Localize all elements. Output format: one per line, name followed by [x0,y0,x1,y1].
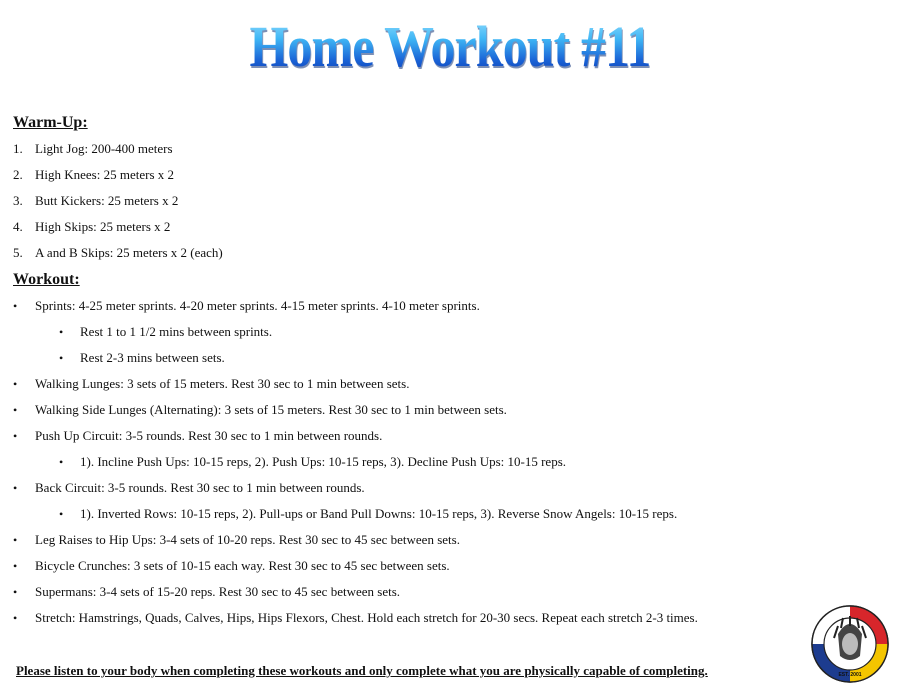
workout-item-text: Supermans: 3-4 sets of 15-20 reps. Rest 30 sec to 45 sec between sets. [35,584,401,599]
warmup-item-number: 2. [13,167,23,182]
bullet-icon: • [13,377,18,391]
bullet-icon: • [13,585,18,599]
bullet-icon: • [59,455,64,469]
bullet-icon: • [13,429,18,443]
safety-disclaimer: Please listen to your body when completing these workouts and only complete what you are physically capable of completing. [16,663,708,678]
bullet-icon: • [13,403,18,417]
warmup-item-text: High Skips: 25 meters x 2 [35,219,171,234]
warmup-item-number: 5. [13,245,23,260]
page-title: Home Workout #11 [63,14,837,80]
workout-item-text: Walking Side Lunges (Alternating): 3 sets of 15 meters. Rest 30 sec to 1 min between sets. [35,402,507,417]
bullet-icon: • [13,481,18,495]
workout-item-text: Stretch: Hamstrings, Quads, Calves, Hips, Hips Flexors, Chest. Hold each stretch for 20-30 secs. Repeat each stretch 2-3 times. [35,610,698,625]
community-center-seal-icon [810,604,890,684]
bullet-icon: • [13,533,18,547]
workout-subitem-text: 1). Inverted Rows: 10-15 reps, 2). Pull-ups or Band Pull Downs: 10-15 reps, 3). Reverse Snow Angels: 10-15 reps. [80,506,678,521]
warmup-item-number: 1. [13,141,23,156]
warmup-item-text: Butt Kickers: 25 meters x 2 [35,193,179,208]
warmup-item-number: 3. [13,193,23,208]
warmup-item-text: Light Jog: 200-400 meters [35,141,173,156]
seal-established-text: EST. 2001 [838,672,862,678]
workout-subitem-text: 1). Incline Push Ups: 10-15 reps, 2). Push Ups: 10-15 reps, 3). Decline Push Ups: 10-15 reps. [80,454,567,469]
warmup-item-text: High Knees: 25 meters x 2 [35,167,175,182]
warmup-item-text: A and B Skips: 25 meters x 2 (each) [35,245,223,260]
workout-item-text: Bicycle Crunches: 3 sets of 10-15 each way. Rest 30 sec to 45 sec between sets. [35,558,450,573]
workout-heading: Workout: [13,271,80,288]
bullet-icon: • [59,351,64,365]
bullet-icon: • [59,325,64,339]
workout-item-text: Leg Raises to Hip Ups: 3-4 sets of 10-20 reps. Rest 30 sec to 45 sec between sets. [35,532,460,547]
workout-item-text: Walking Lunges: 3 sets of 15 meters. Rest 30 sec to 1 min between sets. [35,376,410,391]
workout-item-text: Push Up Circuit: 3-5 rounds. Rest 30 sec to 1 min between rounds. [35,428,383,443]
bullet-icon: • [59,507,64,521]
workout-item-text: Sprints: 4-25 meter sprints. 4-20 meter sprints. 4-15 meter sprints. 4-10 meter sprints. [35,298,480,313]
workout-subitem-text: Rest 2-3 mins between sets. [80,350,225,365]
warmup-heading: Warm-Up: [13,114,88,131]
bullet-icon: • [13,611,18,625]
bullet-icon: • [13,299,18,313]
workout-subitem-text: Rest 1 to 1 1/2 mins between sprints. [80,324,273,339]
bullet-icon: • [13,559,18,573]
workout-item-text: Back Circuit: 3-5 rounds. Rest 30 sec to 1 min between rounds. [35,480,365,495]
warmup-item-number: 4. [13,219,23,234]
